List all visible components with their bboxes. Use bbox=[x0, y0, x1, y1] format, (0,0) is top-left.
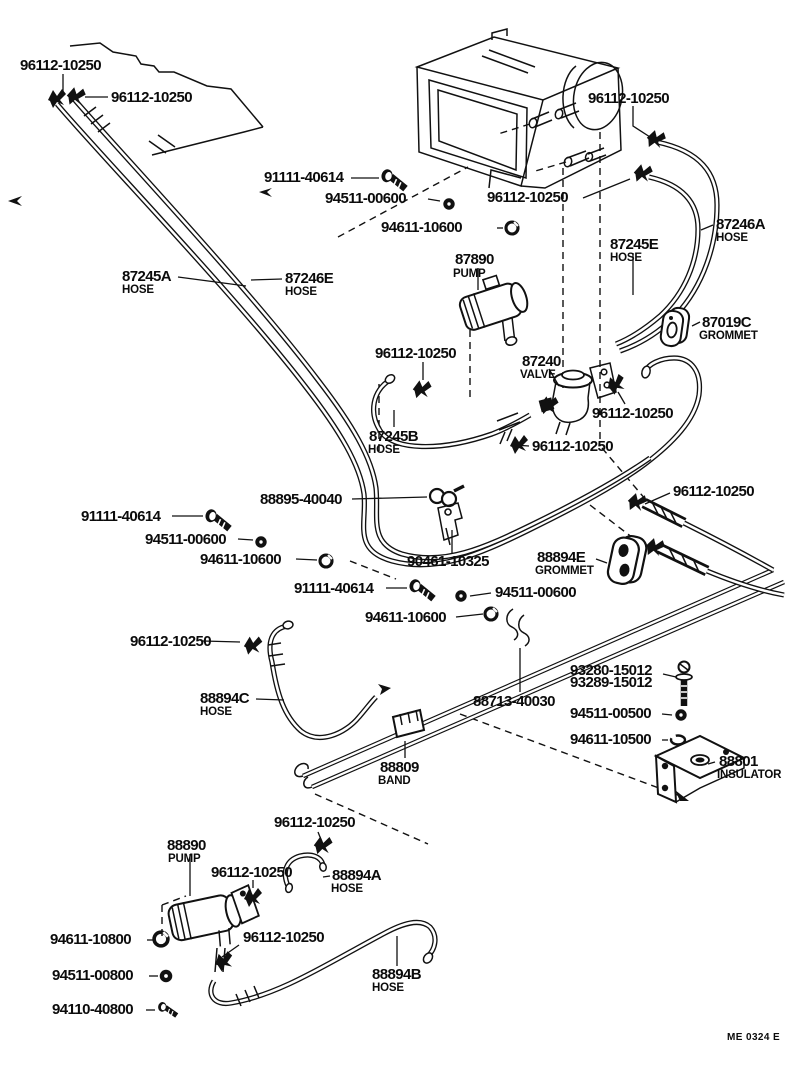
part-label: 94110-40800 bbox=[52, 1001, 133, 1018]
part-label: 87246A bbox=[716, 216, 765, 233]
part-label: 91111-40614 bbox=[264, 169, 344, 186]
part-label: 96112-10250 bbox=[243, 929, 324, 946]
part-sublabel: PUMP bbox=[453, 268, 486, 280]
part-label: 94511-00600 bbox=[495, 584, 576, 601]
part-label: 96112-10250 bbox=[673, 483, 754, 500]
part-sublabel: GROMMET bbox=[699, 330, 758, 342]
part-label: 94611-10600 bbox=[200, 551, 281, 568]
part-label: 88809 bbox=[380, 759, 419, 776]
grommet-88894e bbox=[606, 533, 648, 588]
part-label: 87240 bbox=[522, 353, 561, 370]
part-sublabel: HOSE bbox=[122, 284, 154, 296]
heater-unit bbox=[417, 29, 629, 188]
part-label: 93280-15012 bbox=[570, 662, 652, 679]
part-label: 96112-10250 bbox=[211, 864, 292, 881]
part-sublabel: VALVE bbox=[520, 369, 556, 381]
part-label: 94611-10800 bbox=[50, 931, 131, 948]
part-label: 88894A bbox=[332, 867, 381, 884]
part-label: 91111-40614 bbox=[81, 508, 161, 525]
part-sublabel: HOSE bbox=[200, 706, 232, 718]
part-label: 96112-10250 bbox=[20, 57, 101, 74]
bracket-90461 bbox=[438, 503, 462, 545]
figure-code-stamp: ME 0324 E bbox=[727, 1032, 781, 1043]
part-label: 88801 bbox=[719, 753, 758, 770]
part-label: 93289-15012 bbox=[570, 674, 652, 691]
fastener-icons bbox=[154, 168, 687, 1016]
clip-88713 bbox=[507, 609, 529, 646]
clamp-88895 bbox=[430, 486, 464, 506]
part-sublabel: HOSE bbox=[372, 982, 404, 994]
part-label: 88713-40030 bbox=[473, 693, 555, 710]
part-sublabel: HOSE bbox=[716, 232, 748, 244]
part-label: 94611-10600 bbox=[365, 609, 446, 626]
part-label: 96112-10250 bbox=[375, 345, 456, 362]
part-label: 88894B bbox=[372, 966, 421, 983]
part-sublabel: GROMMET bbox=[535, 565, 594, 577]
part-label: 96112-10250 bbox=[487, 189, 568, 206]
part-label: 88895-40040 bbox=[260, 491, 342, 508]
part-sublabel: HOSE bbox=[285, 286, 317, 298]
part-sublabel: HOSE bbox=[331, 883, 363, 895]
part-label: 91111-40614 bbox=[294, 580, 374, 597]
part-sublabel: HOSE bbox=[368, 444, 400, 456]
part-label: 87245A bbox=[122, 268, 171, 285]
part-label: 96112-10250 bbox=[532, 438, 613, 455]
part-label: 87019C bbox=[702, 314, 751, 331]
part-label: 96112-10250 bbox=[111, 89, 192, 106]
part-label: 87245B bbox=[369, 428, 418, 445]
part-label: 94511-00600 bbox=[145, 531, 226, 548]
part-label: 90461-10325 bbox=[407, 553, 489, 570]
part-label: 96112-10250 bbox=[130, 633, 211, 650]
part-label: 96112-10250 bbox=[588, 90, 669, 107]
part-label: 96112-10250 bbox=[592, 405, 673, 422]
part-label: 87245E bbox=[610, 236, 659, 253]
part-sublabel: PUMP bbox=[168, 853, 201, 865]
hose-88894c bbox=[268, 620, 376, 737]
part-label: 88894C bbox=[200, 690, 249, 707]
part-label: 88894E bbox=[537, 549, 586, 566]
part-sublabel: HOSE bbox=[610, 252, 642, 264]
pump-87890 bbox=[454, 269, 539, 357]
part-sublabel: BAND bbox=[378, 775, 411, 787]
band-88809-bracket bbox=[393, 710, 424, 737]
screw-93280 bbox=[676, 662, 692, 707]
part-label: 94511-00600 bbox=[325, 190, 406, 207]
part-label: 88890 bbox=[167, 837, 206, 854]
part-label: 87890 bbox=[455, 251, 494, 268]
part-label: 94611-10600 bbox=[381, 219, 462, 236]
part-label: 96112-10250 bbox=[274, 814, 355, 831]
part-label: 94511-00800 bbox=[52, 967, 133, 984]
part-sublabel: INSULATOR bbox=[717, 769, 782, 781]
part-label: 94511-00500 bbox=[570, 705, 651, 722]
hose-clamp-icons bbox=[48, 85, 668, 972]
part-label: 87246E bbox=[285, 270, 334, 287]
part-label: 94611-10500 bbox=[570, 731, 651, 748]
